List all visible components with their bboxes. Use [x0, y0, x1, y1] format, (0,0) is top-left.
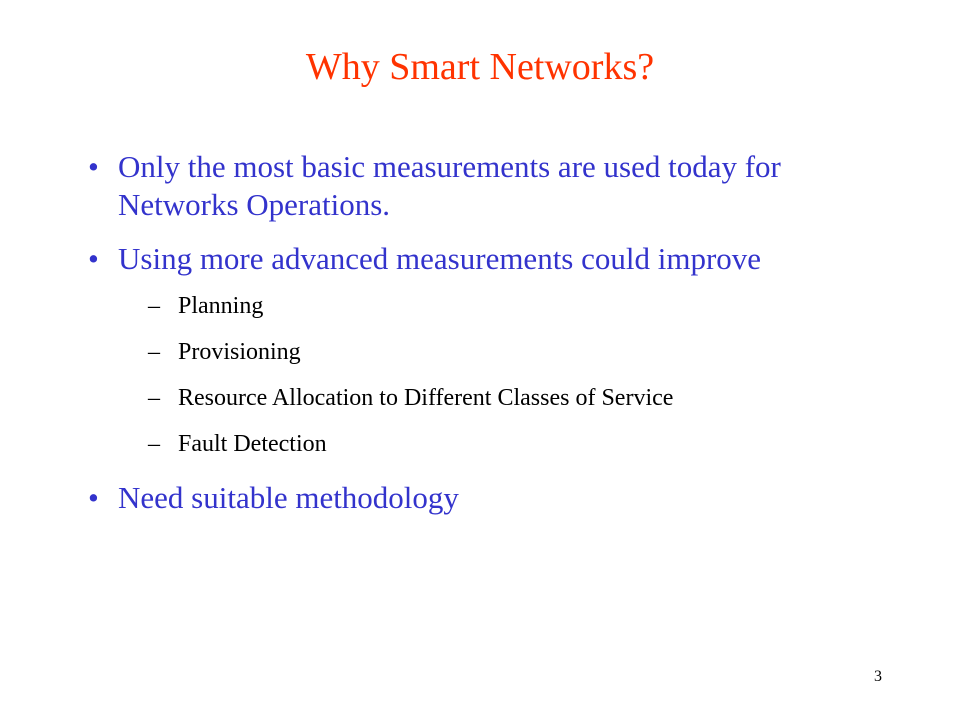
- sub-bullet-text: Resource Allocation to Different Classes of Service: [178, 385, 674, 411]
- dash-marker: –: [148, 385, 160, 411]
- bullet-item: [88, 479, 878, 517]
- sub-bullet-item: [118, 292, 878, 321]
- bullet-list: [88, 148, 878, 533]
- bullet-text: Only the most basic measurements are used today for Networks Operations.: [118, 149, 781, 222]
- bullet-text: Need suitable methodology: [118, 480, 459, 515]
- sub-bullet-item: [118, 338, 878, 367]
- sub-bullet-list: [118, 292, 878, 459]
- bullet-text: Using more advanced measurements could improve: [118, 241, 762, 276]
- bullet-marker: •: [88, 149, 99, 184]
- slide-title: Why Smart Networks?: [305, 46, 655, 88]
- bullet-item: [88, 240, 878, 459]
- sub-bullet-text: Fault Detection: [178, 431, 327, 457]
- dash-marker: –: [148, 293, 160, 319]
- sub-bullet-text: Provisioning: [178, 339, 301, 365]
- page-number: 3: [874, 668, 882, 685]
- sub-bullet-item: [118, 384, 878, 413]
- sub-bullet-item: [118, 430, 878, 459]
- sub-bullet-text: Planning: [178, 293, 264, 319]
- bullet-item: [88, 148, 878, 224]
- dash-marker: –: [148, 339, 160, 365]
- bullet-marker: •: [88, 480, 99, 515]
- dash-marker: –: [148, 431, 160, 457]
- bullet-marker: •: [88, 241, 99, 276]
